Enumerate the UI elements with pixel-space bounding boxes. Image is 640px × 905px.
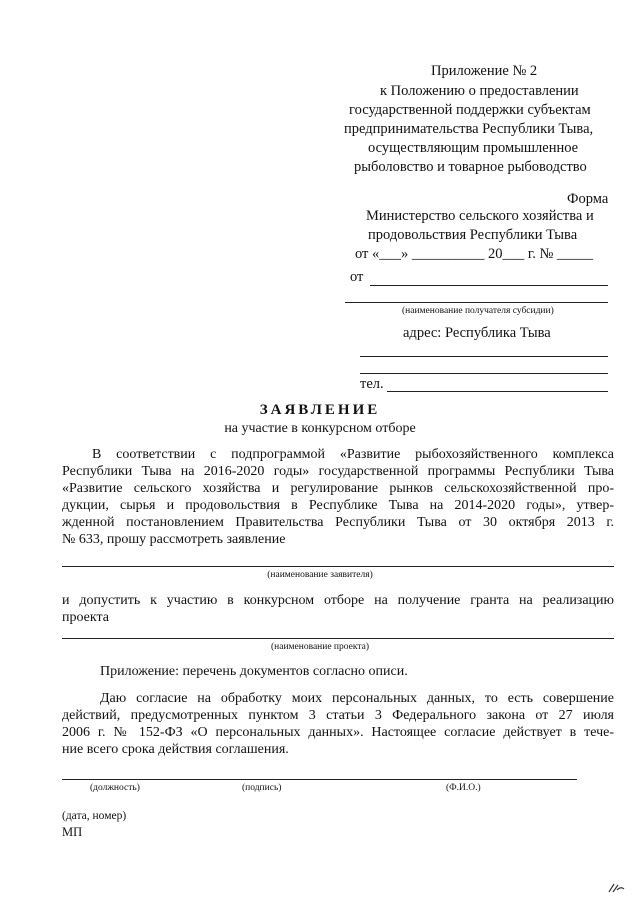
recipient-caption: (наименование получателя субсидии) [402,306,554,316]
signature-underline [62,779,577,780]
paragraph-main-line: В соответствии с подпрограммой «Развитие рыбохозяйственного комплекса [92,447,614,462]
phone-underline [387,391,608,392]
paragraph-main-line: Республики Тыва на 2016-2020 годы» государственной программы Республики Тыва [62,464,614,479]
applicant-caption: (наименование заявителя) [267,570,373,580]
paragraph-consent-line: Даю согласие на обработку моих персональных данных, то есть совершение [100,691,614,706]
header-line-2: к Положению о предоставлении [380,83,579,99]
header-line-5: осуществляющим промышленное [368,140,579,156]
paragraph-main [62,446,614,548]
document-subtitle: на участие в конкурсном отборе [224,421,416,436]
project-underline [62,638,614,639]
date-number-line: от «___» __________ 20___ г. № _____ [355,246,594,262]
paragraph-admit-line: и допустить к участию в конкурсном отборе на получение гранта на реализацию [62,593,614,608]
position-caption: (должность) [90,783,140,793]
recipient-underline [345,302,608,303]
document-title: ЗАЯВЛЕНИЕ [259,402,381,418]
paragraph-admit-line: проекта [62,610,109,625]
project-caption: (наименование проекта) [270,642,369,652]
form-label: Форма [567,191,609,207]
applicant-underline [62,566,614,567]
header-line-1: Приложение № 2 [431,63,538,79]
signature-caption: (подпись) [242,783,282,793]
header-line-6: рыболовство и товарное рыбоводство [354,159,587,175]
paragraph-main-line: № 633, прошу рассмотреть заявление [62,532,286,547]
paragraph-consent-line: ние всего срока действия соглашения. [62,742,289,757]
fio-caption: (Ф.И.О.) [446,783,481,793]
from-underline [370,285,608,286]
date-number-caption: (дата, номер) [62,810,127,822]
paragraph-consent-line: действий, предусмотренных пунктом 3 статьи 3 Федерального закона от 27 июля [62,708,614,723]
attachment-line: Приложение: перечень документов согласно описи. [100,664,408,679]
paragraph-consent-line: 2006 г. № 152-ФЗ «О персональных данных». Настоящее согласие действует в тече- [62,725,614,740]
handwritten-mark-icon [606,880,628,896]
addressee-line-2: продовольствия Республики Тыва [368,227,578,243]
header-line-4: предпринимательства Республики Тыва, [344,121,594,137]
paragraph-admit [62,592,614,626]
paragraph-consent [62,690,614,758]
paragraph-main-line: дукции, сырья и продовольствия в Республике Тыва на 2014-2020 годы», утвер- [62,498,614,513]
addressee-line-1: Министерство сельского хозяйства и [366,208,594,224]
phone-label: тел. [360,376,384,392]
address-underline-2 [360,373,608,374]
address-underline-1 [360,356,608,357]
paragraph-main-line: «Развитие сельского хозяйства и регулирование рынков сельскохозяйственной про- [62,481,614,496]
stamp-label: МП [62,825,83,839]
address-label: адрес: Республика Тыва [403,325,551,341]
from-label: от [350,269,364,285]
paragraph-main-line: жденной постановлением Правительства Республики Тыва от 30 октября 2013 г. [62,515,614,530]
header-line-3: государственной поддержки субъектам [349,102,591,118]
